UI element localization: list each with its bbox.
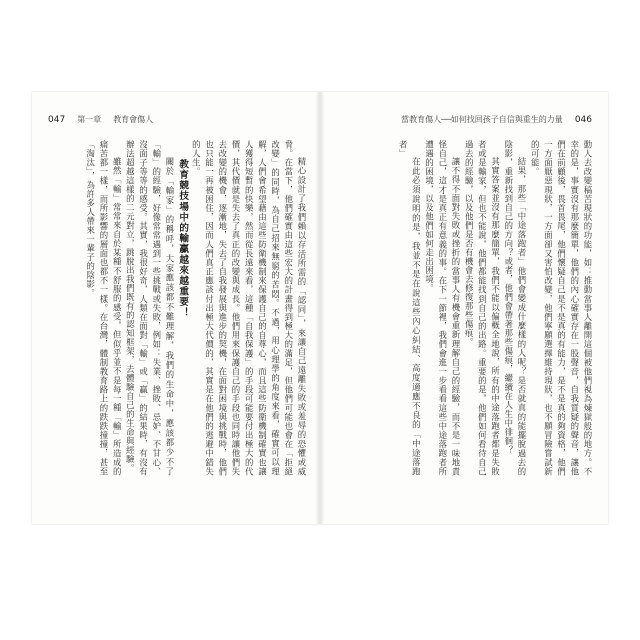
book-spread bbox=[32, 92, 608, 524]
paragraph: 精心設計了我們賴以存活所需的「認同」，來讓自己遠離失敗或羞辱的恐懼或威脅。在當下，他們確實由這些宏大的計畫得到極大的滿足，但他們可能也會在「拒絕改變」的同時，為自己招來無窮的苦悶。不過，用心理學的角度來看，確實可以理解，人們會希望藉由這些防衛機制來保護自己的自尊心，而且這些防衛機制確實也讓人獲得短暫的快樂，然而從長遠來看，這種「自我保護」的手段可能要付出極大的代價，其代價就是失去了真正的改變與成長。他們用來保護自己的手段也同時讓他們失去改變的機會，逐漸地，失去了自我發展與進步的契機，在面對困境與挑戰時，他們也只能一再被困住，因而人們真正應該付出極大代價的，其實是在他們的逃避中錯失的人生。 bbox=[191, 140, 307, 476]
chapter-label: 第一章 bbox=[77, 115, 102, 124]
paragraph: 動人去改變稿苦現狀的功能，如：推動當事人離開這個被他們視為煉獄般的地方。不幸的是，事實沒有那麼簡單，他們的內心確實存在一股聲音，自我質疑的聲音，讓他們在前顧後，畏首畏尾，他們懷疑自己是不是真的有能力，是不是真的夠資格，他們一方面厭惡現狀，一方面卻又害怕改變，他們寧願選擇維持現狀，也不願冒險嘗試新的可能。 bbox=[530, 140, 593, 476]
page-number: 046 bbox=[574, 114, 592, 125]
right-page bbox=[320, 92, 608, 524]
right-page-body bbox=[332, 140, 594, 476]
paragraph: 關於「輸家」的稱呼，大家應該都不難理解，我們的生命中，應該都少不了「輸」的經驗，好像常常遇到一些挑戰或失敗，例如：失業、挫敗、忌妒、不甘心、沒面子等等的感受。其實，我很好奇，人類在面對「輸」或「贏」的結果時，有沒有辦法超越這樣的二元對立，跳脫出我們既有的認知框架，去體驗自己的生命與經驗。 bbox=[125, 140, 175, 476]
left-page bbox=[32, 92, 320, 524]
paragraph: 雖然「輸」常常來自於某種不舒服的感受，但似乎並不是每一種「輸」所造成的痛苦都一樣，而所影響的層面也都不一樣。在台灣，體制教育路上的跌跌撞撞，甚至「淘汰」，為許多人帶來一輩子的陰影。 bbox=[85, 140, 123, 476]
book-title: 當教育傷人──如何找回孩子自信與重生的力量 bbox=[401, 115, 563, 124]
left-page-body bbox=[44, 140, 308, 476]
paragraph: 其實答案並沒有那麼簡單，我們不能以偏概全地說，所有的中途落跑者都是失敗者或是輸家，但也不能說，他們都能找到自己的出路。重要的是，他們如何看待自己過去的經驗，以及他們是否有機會去修復那些傷痕。 bbox=[464, 140, 501, 476]
paragraph: 結果，那些「中途落跑者」他們會變成什麼樣的人呢？是否就真的能擺脫過去的陰影，重新找到自己的方向？或者，他們會帶著那些傷痕，繼續在人生中徘徊？ bbox=[503, 140, 527, 476]
section-heading: 教育競技場中的輸贏越來越重要！ bbox=[177, 159, 189, 319]
paragraph: 讓不得不面對失敗或挫折的當事人有機會重新理解自己的經驗，而不是一味地責怪自己，這才是真正有意義的事。在下一節裡，我們會進一步看看這些中途落跑者所遭遇的困境，以及他們如何走出困境。 bbox=[424, 140, 461, 476]
left-page-header bbox=[48, 114, 153, 125]
paragraph: 在此必須說明的是，我並不是在說這些內心糾結、高度適應不良的「中途落跑者」 bbox=[398, 140, 422, 476]
chapter-title: 教育會傷人 bbox=[113, 115, 154, 124]
page-number: 047 bbox=[48, 114, 66, 125]
right-page-header bbox=[401, 114, 592, 125]
